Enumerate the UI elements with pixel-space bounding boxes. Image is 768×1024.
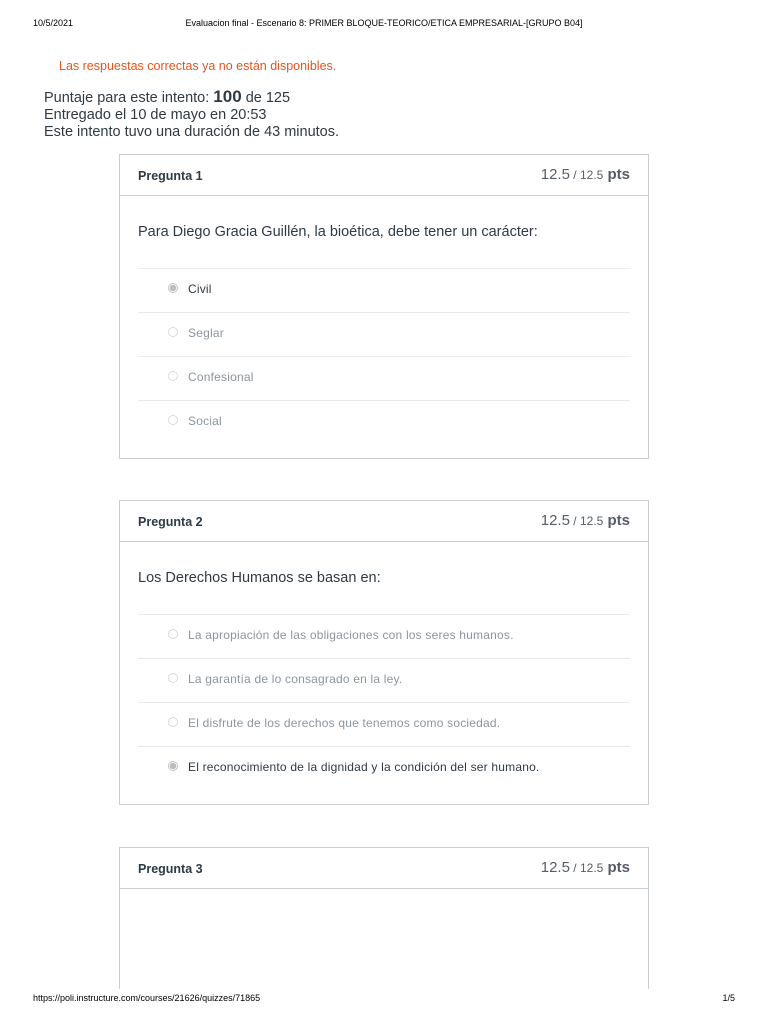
question-points bbox=[541, 166, 630, 183]
question-header bbox=[120, 155, 648, 196]
radio-icon[interactable] bbox=[168, 673, 178, 683]
answer-label: Confesional bbox=[188, 370, 254, 384]
answers-unavailable-notice: Las respuestas correctas ya no están disponibles. bbox=[59, 59, 337, 73]
score-line bbox=[44, 88, 339, 107]
points-total: 12.5 bbox=[579, 168, 604, 182]
radio-selected-icon[interactable] bbox=[168, 283, 178, 293]
question-name: Pregunta 2 bbox=[138, 515, 203, 529]
score-value: 100 bbox=[213, 87, 242, 106]
question-header bbox=[120, 501, 648, 542]
answer-option[interactable] bbox=[138, 312, 630, 356]
answer-option[interactable] bbox=[138, 614, 630, 658]
answer-option[interactable] bbox=[138, 702, 630, 746]
print-footer bbox=[33, 993, 735, 1007]
radio-icon[interactable] bbox=[168, 371, 178, 381]
answer-option[interactable] bbox=[138, 746, 630, 790]
answer-label: Civil bbox=[188, 282, 212, 296]
page-number: 1/5 bbox=[722, 993, 735, 1003]
question-name: Pregunta 1 bbox=[138, 169, 203, 183]
points-earned: 12.5 bbox=[540, 166, 570, 183]
submitted-line: Entregado el 10 de mayo en 20:53 bbox=[44, 107, 267, 123]
points-total: 12.5 bbox=[579, 514, 604, 528]
radio-selected-icon[interactable] bbox=[168, 761, 178, 771]
question-name: Pregunta 3 bbox=[138, 862, 203, 876]
question-points bbox=[541, 859, 630, 876]
answer-option[interactable] bbox=[138, 658, 630, 702]
duration-line: Este intento tuvo una duración de 43 minutos. bbox=[44, 124, 340, 140]
attempt-summary bbox=[44, 88, 339, 141]
question-2 bbox=[119, 500, 649, 805]
answer-list bbox=[138, 614, 630, 790]
points-separator: / bbox=[569, 514, 580, 528]
print-title: Evaluacion final - Escenario 8: PRIMER BLOQUE-TEORICO/ETICA EMPRESARIAL-[GRUPO B04] bbox=[185, 18, 583, 28]
points-unit: pts bbox=[603, 512, 630, 529]
print-date: 10/5/2021 bbox=[33, 18, 74, 28]
answer-option[interactable] bbox=[138, 356, 630, 400]
radio-icon[interactable] bbox=[168, 415, 178, 425]
answer-label: Seglar bbox=[188, 326, 224, 340]
answer-option[interactable] bbox=[138, 400, 630, 444]
points-unit: pts bbox=[603, 859, 630, 876]
score-prefix: Puntaje para este intento: bbox=[44, 90, 214, 106]
radio-icon[interactable] bbox=[168, 717, 178, 727]
print-header bbox=[33, 18, 735, 32]
points-separator: / bbox=[569, 861, 580, 875]
answer-label: El reconocimiento de la dignidad y la condición del ser humano. bbox=[188, 760, 540, 774]
points-earned: 12.5 bbox=[540, 859, 570, 876]
question-text: Para Diego Gracia Guillén, la bioética, debe tener un carácter: bbox=[138, 224, 538, 240]
radio-icon[interactable] bbox=[168, 629, 178, 639]
question-text: Los Derechos Humanos se basan en: bbox=[138, 570, 381, 586]
answer-label: El disfrute de los derechos que tenemos como sociedad. bbox=[188, 716, 501, 730]
answer-label: La apropiación de las obligaciones con los seres humanos. bbox=[188, 628, 514, 642]
answer-label: La garantía de lo consagrado en la ley. bbox=[188, 672, 403, 686]
points-unit: pts bbox=[603, 166, 630, 183]
answer-list bbox=[138, 268, 630, 444]
answer-option[interactable] bbox=[138, 268, 630, 312]
points-separator: / bbox=[569, 168, 580, 182]
points-total: 12.5 bbox=[579, 861, 604, 875]
question-header bbox=[120, 848, 648, 889]
question-points bbox=[541, 512, 630, 529]
question-1 bbox=[119, 154, 649, 459]
points-earned: 12.5 bbox=[540, 512, 570, 529]
question-3 bbox=[119, 847, 649, 989]
score-suffix: de 125 bbox=[241, 90, 291, 106]
print-url: https://poli.instructure.com/courses/21626/quizzes/71865 bbox=[33, 993, 261, 1003]
radio-icon[interactable] bbox=[168, 327, 178, 337]
answer-label: Social bbox=[188, 414, 222, 428]
